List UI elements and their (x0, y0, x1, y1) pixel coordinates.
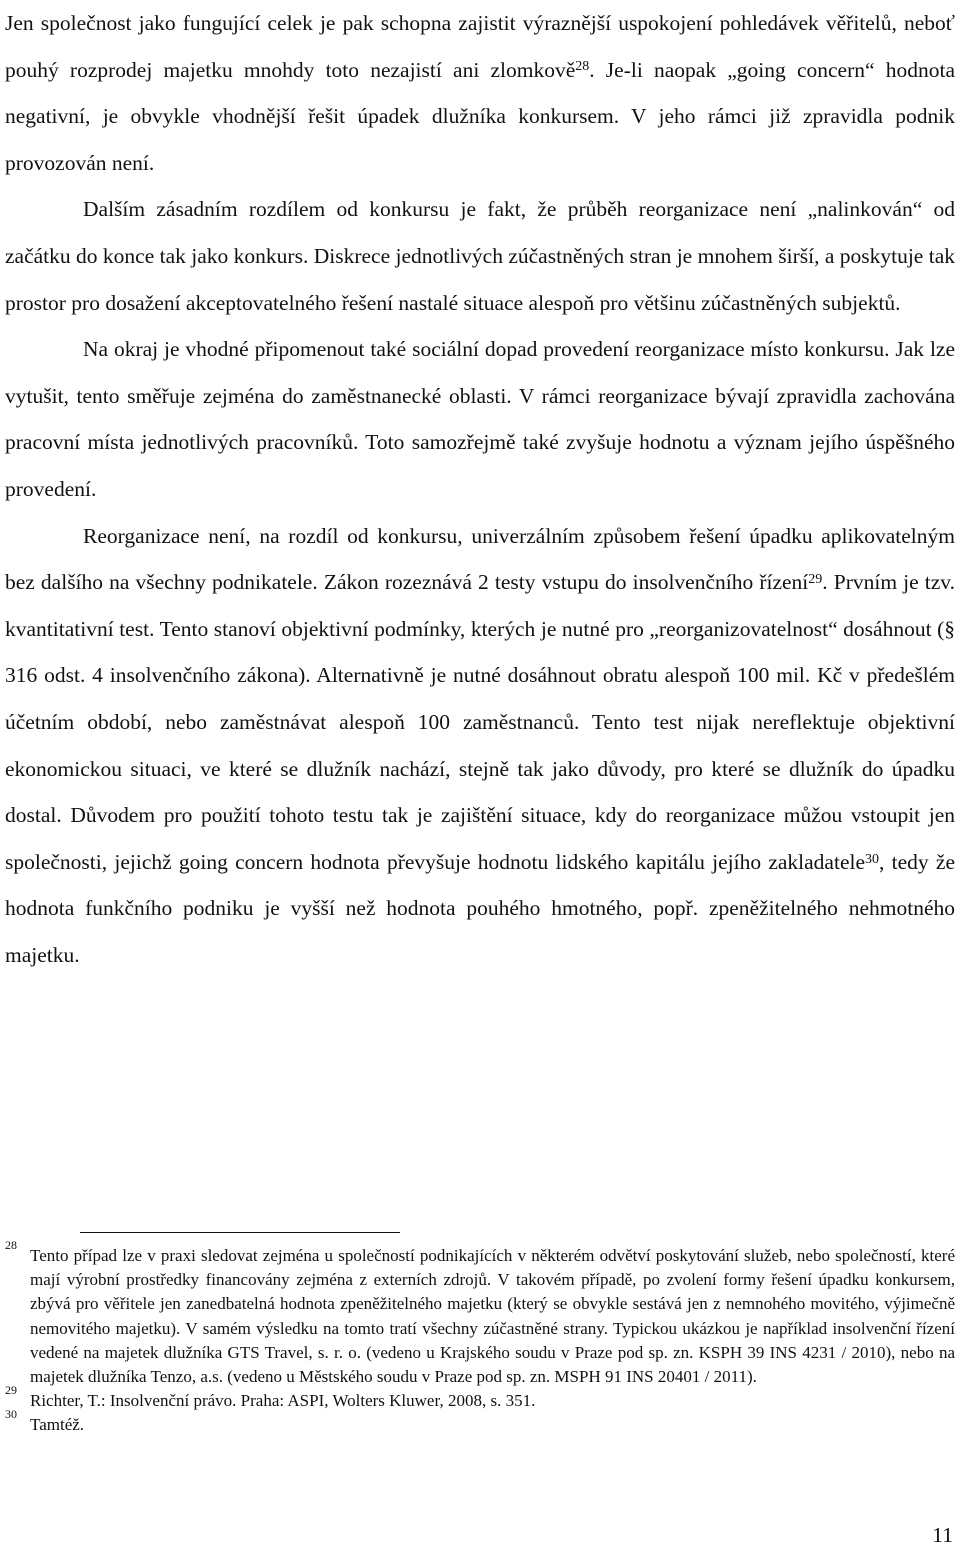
paragraph-text: , tedy že hodnota funkčního podniku je vyšší než hodnota pouhého hmotného, popř. zpeněžitelného nehmotného majetku. (5, 849, 955, 967)
footnote-number: 28 (5, 1238, 17, 1252)
document-page (5, 0, 955, 978)
footnote-text: Richter, T.: Insolvenční právo. Praha: ASPI, Wolters Kluwer, 2008, s. 351. (30, 1391, 536, 1411)
paragraph-text: Jen společnost jako fungující celek je pak schopna zajistit výraznější uspokojení pohledávek věřitelů, neboť pouhý rozprodej majetku mnohdy toto nezajistí ani zlomkově (5, 11, 955, 82)
footnote-reference[interactable]: 28 (575, 59, 590, 75)
body-text (5, 0, 955, 978)
footnote-number: 29 (5, 1383, 17, 1398)
footnote-reference[interactable]: 29 (808, 571, 823, 587)
paragraph-text: Reorganizace není, na rozdíl od konkursu, univerzálním způsobem řešení úpadku aplikovatelným bez dalšího na všechny podnikatele. Zákon rozeznává 2 testy vstupu do insolvenčního řízení (5, 523, 955, 595)
paragraph-text: . Je-li naopak „going concern“ hodnota negativní, je obvykle vhodnější řešit úpadek dlužníka konkursem. V jeho rámci již zpravidla podnik provozován není. (5, 57, 955, 175)
footnote-separator (80, 1232, 400, 1233)
paragraph-text: Na okraj je vhodné připomenout také sociální dopad provedení reorganizace místo konkursu. Jak lze vytušit, tento směřuje zejména do zaměstnanecké oblasti. V rámci reorganizace bývají zpravidla zachována pracovní místa jednotlivých pracovníků. Toto samozřejmě také zvyšuje hodnotu a význam jejího úspěšného provedení. (5, 337, 955, 501)
footnotes (5, 1238, 955, 1438)
paragraph-4 (5, 513, 955, 979)
footnote-30 (5, 1407, 955, 1437)
footnote-text: Tento případ lze v praxi sledovat zejména u společností podnikajících v některém odvětví poskytování služeb, nebo společností, které mají výrobní prostředky financovány zejména z externích zdrojů. V takovém případě, po zvolení formy řešení úpadku konkursem, zbývá pro věřitele jen zanedbatelná hodnota zpeněžitelného majetku (který se obvykle sestává jen z nemnohého movitého, výjimečně nemovitého majetku). V samém výsledku na tomto tratí všechny zúčastněné strany. Typickou ukázkou je například insolvenční řízení vedené na majetek dlužníka GTS Travel, s. r. o. (vedeno u Krajského soudu v Praze pod sp. zn. KSPH 39 INS 4231 / 2010), nebo na majetek dlužníka Tenzo, a.s. (vedeno u Městského soudu v Praze pod sp. zn. MSPH 91 INS 20401 / 2011). (30, 1246, 955, 1387)
footnote-29 (5, 1383, 955, 1413)
footnote-text: Tamtéž. (30, 1415, 85, 1435)
footnote-reference[interactable]: 30 (865, 851, 880, 867)
page-number: 11 (932, 1523, 953, 1547)
paragraph-text: Dalším zásadním rozdílem od konkursu je fakt, že průběh reorganizace není „nalinkován“ od začátku do konce tak jako konkurs. Diskrece jednotlivých zúčastněných stran je mnohem širší, a poskytuje tak prostor pro dosažení akceptovatelného řešení nastalé situace alespoň pro většinu zúčastněných subjektů. (5, 197, 955, 315)
paragraph-text: . Prvním je tzv. kvantitativní test. Tento stanoví objektivní podmínky, kterých je nutné pro „reorganizovatelnost“ dosáhnout (§ 316 odst. 4 insolvenčního zákona). Alternativně je nutné dosáhnout obratu alespoň 100 mil. Kč v předešlém účetním období, nebo zaměstnávat alespoň 100 zaměstnanců. Tento test nijak nereflektuje objektivní ekonomickou situaci, ve které se dlužník nachází, stejně tak jako důvody, pro které se dlužník do úpadku dostal. Důvodem pro použití tohoto testu tak je zajištění situace, kdy do reorganizace můžou vstoupit jen společnosti, jejichž going concern hodnota převyšuje hodnotu lidského kapitálu jejího zakladatele (5, 570, 956, 874)
footnote-28 (5, 1238, 955, 1389)
paragraph-3 (5, 326, 955, 512)
footnote-number: 30 (5, 1407, 17, 1422)
paragraph-2 (5, 186, 955, 326)
paragraph-1 (5, 0, 955, 186)
